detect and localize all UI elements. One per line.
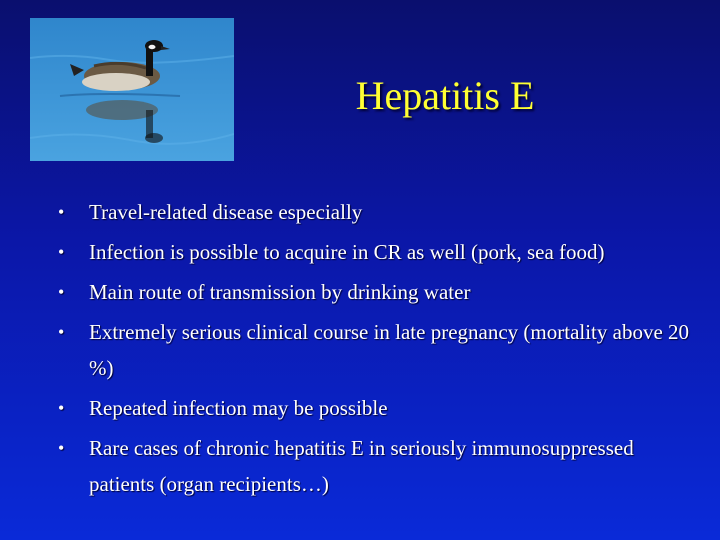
bullet-marker: • (58, 438, 65, 458)
bullet-text: Rare cases of chronic hepatitis E in seriously immunosuppressed patients (organ recipients…) (89, 436, 634, 496)
bullet-item (56, 234, 696, 270)
bullet-text: Main route of transmission by drinking water (89, 280, 471, 304)
bullet-list (56, 194, 696, 506)
goose-photo (30, 18, 234, 161)
bullet-item (56, 194, 696, 230)
bullet-marker: • (58, 242, 65, 262)
bullet-text: Extremely serious clinical course in late pregnancy (mortality above 20 %) (89, 320, 690, 380)
bullet-text: Repeated infection may be possible (89, 396, 388, 420)
bullet-marker: • (58, 282, 65, 302)
bullet-item (56, 390, 696, 426)
bullet-item (56, 274, 696, 310)
bullet-marker: • (58, 322, 65, 342)
bullet-marker: • (58, 202, 65, 222)
slide-title: Hepatitis E (355, 73, 535, 118)
bullet-marker: • (58, 398, 65, 418)
bullet-item (56, 430, 696, 502)
bullet-text: Infection is possible to acquire in CR as well (pork, sea food) (89, 240, 605, 264)
bullet-text: Travel-related disease especially (89, 200, 363, 224)
goose-on-water-icon (30, 18, 234, 161)
bullet-item (56, 314, 696, 386)
